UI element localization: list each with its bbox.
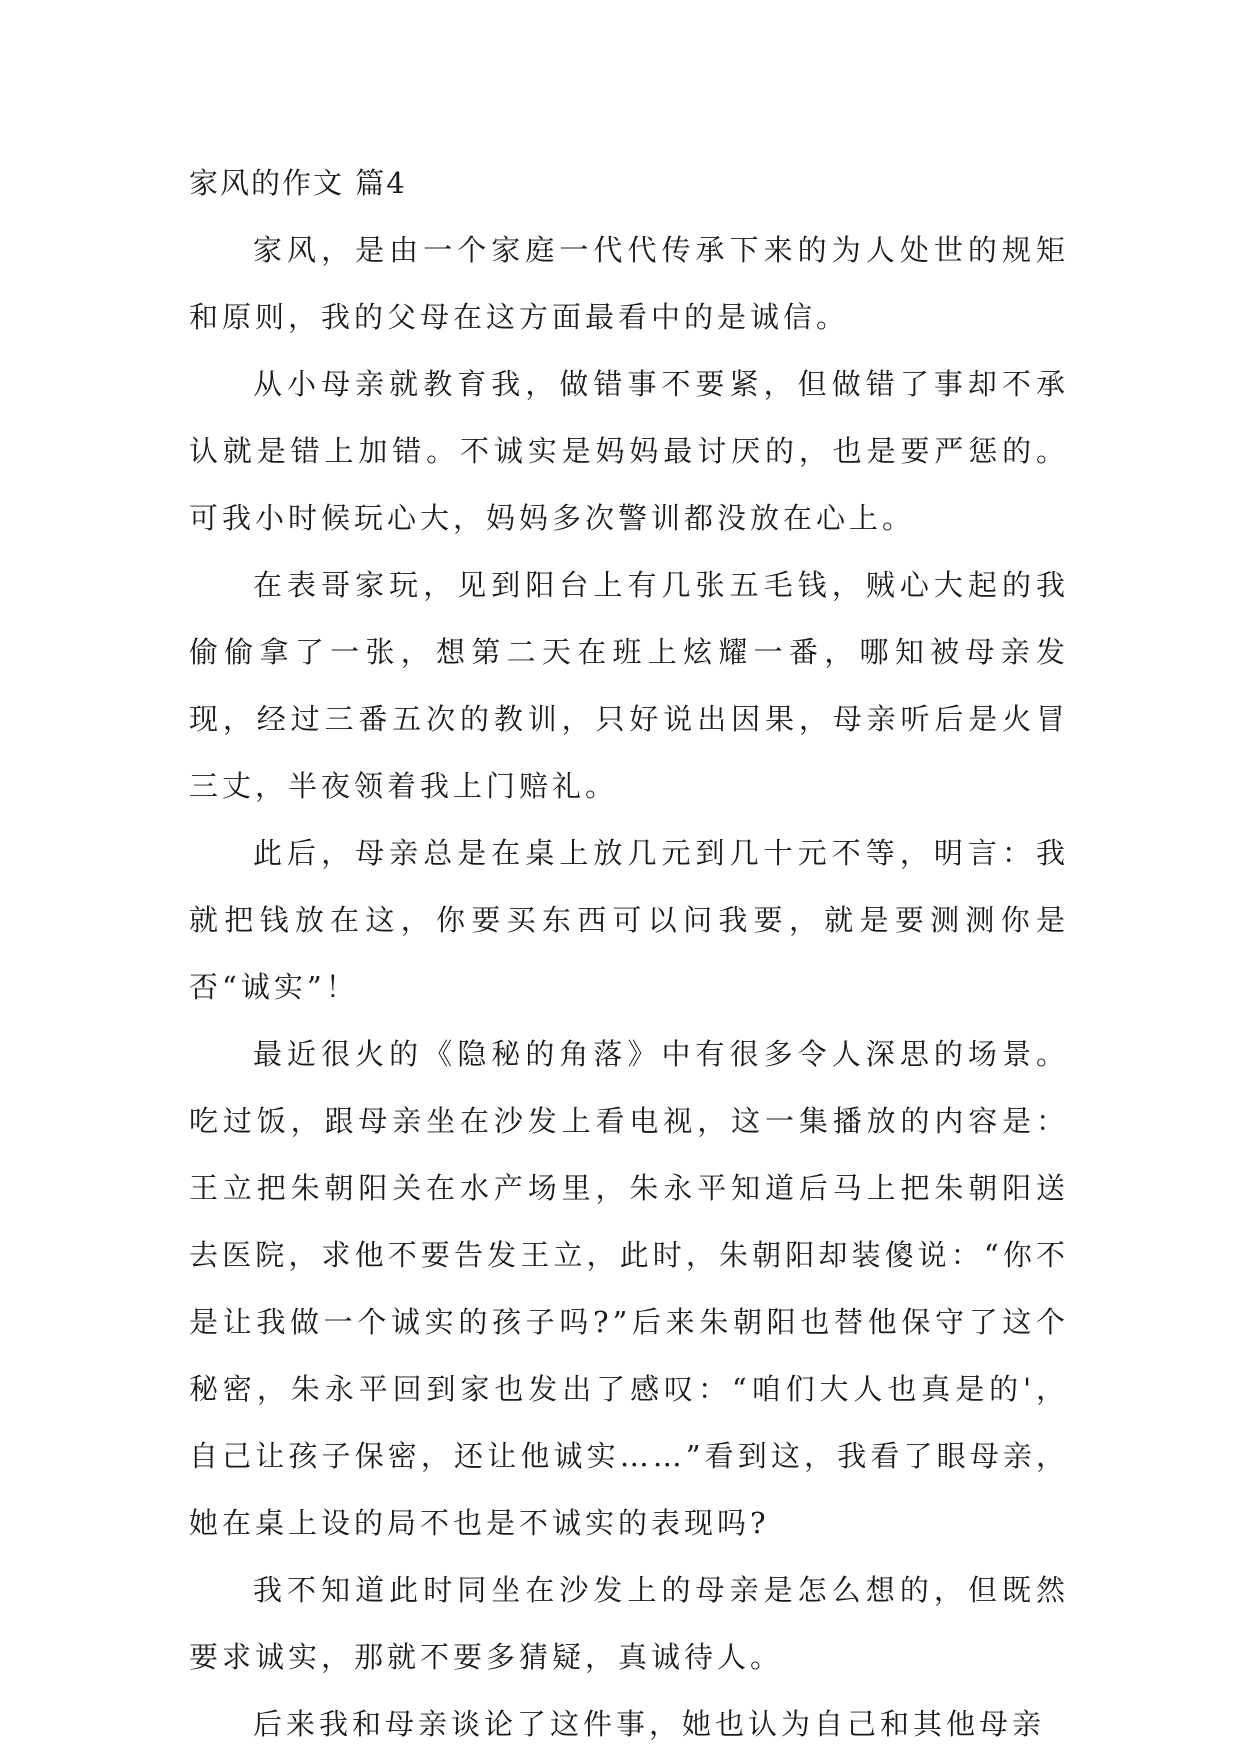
- essay-title: 家风的作文 篇4: [189, 166, 407, 200]
- paragraph-1: 家风，是由一个家庭一代代传承下来的为人处世的规矩和原则，我的父母在这方面最看中的是诚信。: [189, 233, 1069, 334]
- paragraph-7: 后来我和母亲谈论了这件事，她也认为自己和其他母亲: [253, 1707, 1046, 1741]
- paragraph-3: 在表哥家玩，见到阳台上有几张五毛钱，贼心大起的我偷偷拿了一张，想第二天在班上炫耀一番，哪知被母亲发现，经过三番五次的教训，只好说出因果，母亲听后是火冒三丈，半夜领着我上门赔礼。: [189, 568, 1069, 803]
- paragraph-5: 最近很火的《隐秘的角落》中有很多令人深思的场景。吃过饭，跟母亲坐在沙发上看电视，这一集播放的内容是：王立把朱朝阳关在水产场里，朱永平知道后马上把朱朝阳送去医院，求他不要告发王立，此时，朱朝阳却装傻说：“你不是让我做一个诚实的孩子吗?”后来朱朝阳也替他保守了这个秘密，朱永平回到家也发出了感叹：“咱们大人也真是的'，自己让孩子保密，还让他诚实……”看到这，我看了眼母亲，她在桌上设的局不也是不诚实的表现吗?: [189, 1037, 1069, 1540]
- document-page: [189, 150, 1069, 1758]
- paragraph-6: 我不知道此时同坐在沙发上的母亲是怎么想的，但既然要求诚实，那就不要多猜疑，真诚待人。: [189, 1573, 1069, 1674]
- paragraph-4: 此后，母亲总是在桌上放几元到几十元不等，明言：我就把钱放在这，你要买东西可以问我要，就是要测测你是否“诚实”！: [189, 836, 1069, 1004]
- paragraph-2: 从小母亲就教育我，做错事不要紧，但做错了事却不承认就是错上加错。不诚实是妈妈最讨厌的，也是要严惩的。可我小时候玩心大，妈妈多次警训都没放在心上。: [189, 367, 1069, 535]
